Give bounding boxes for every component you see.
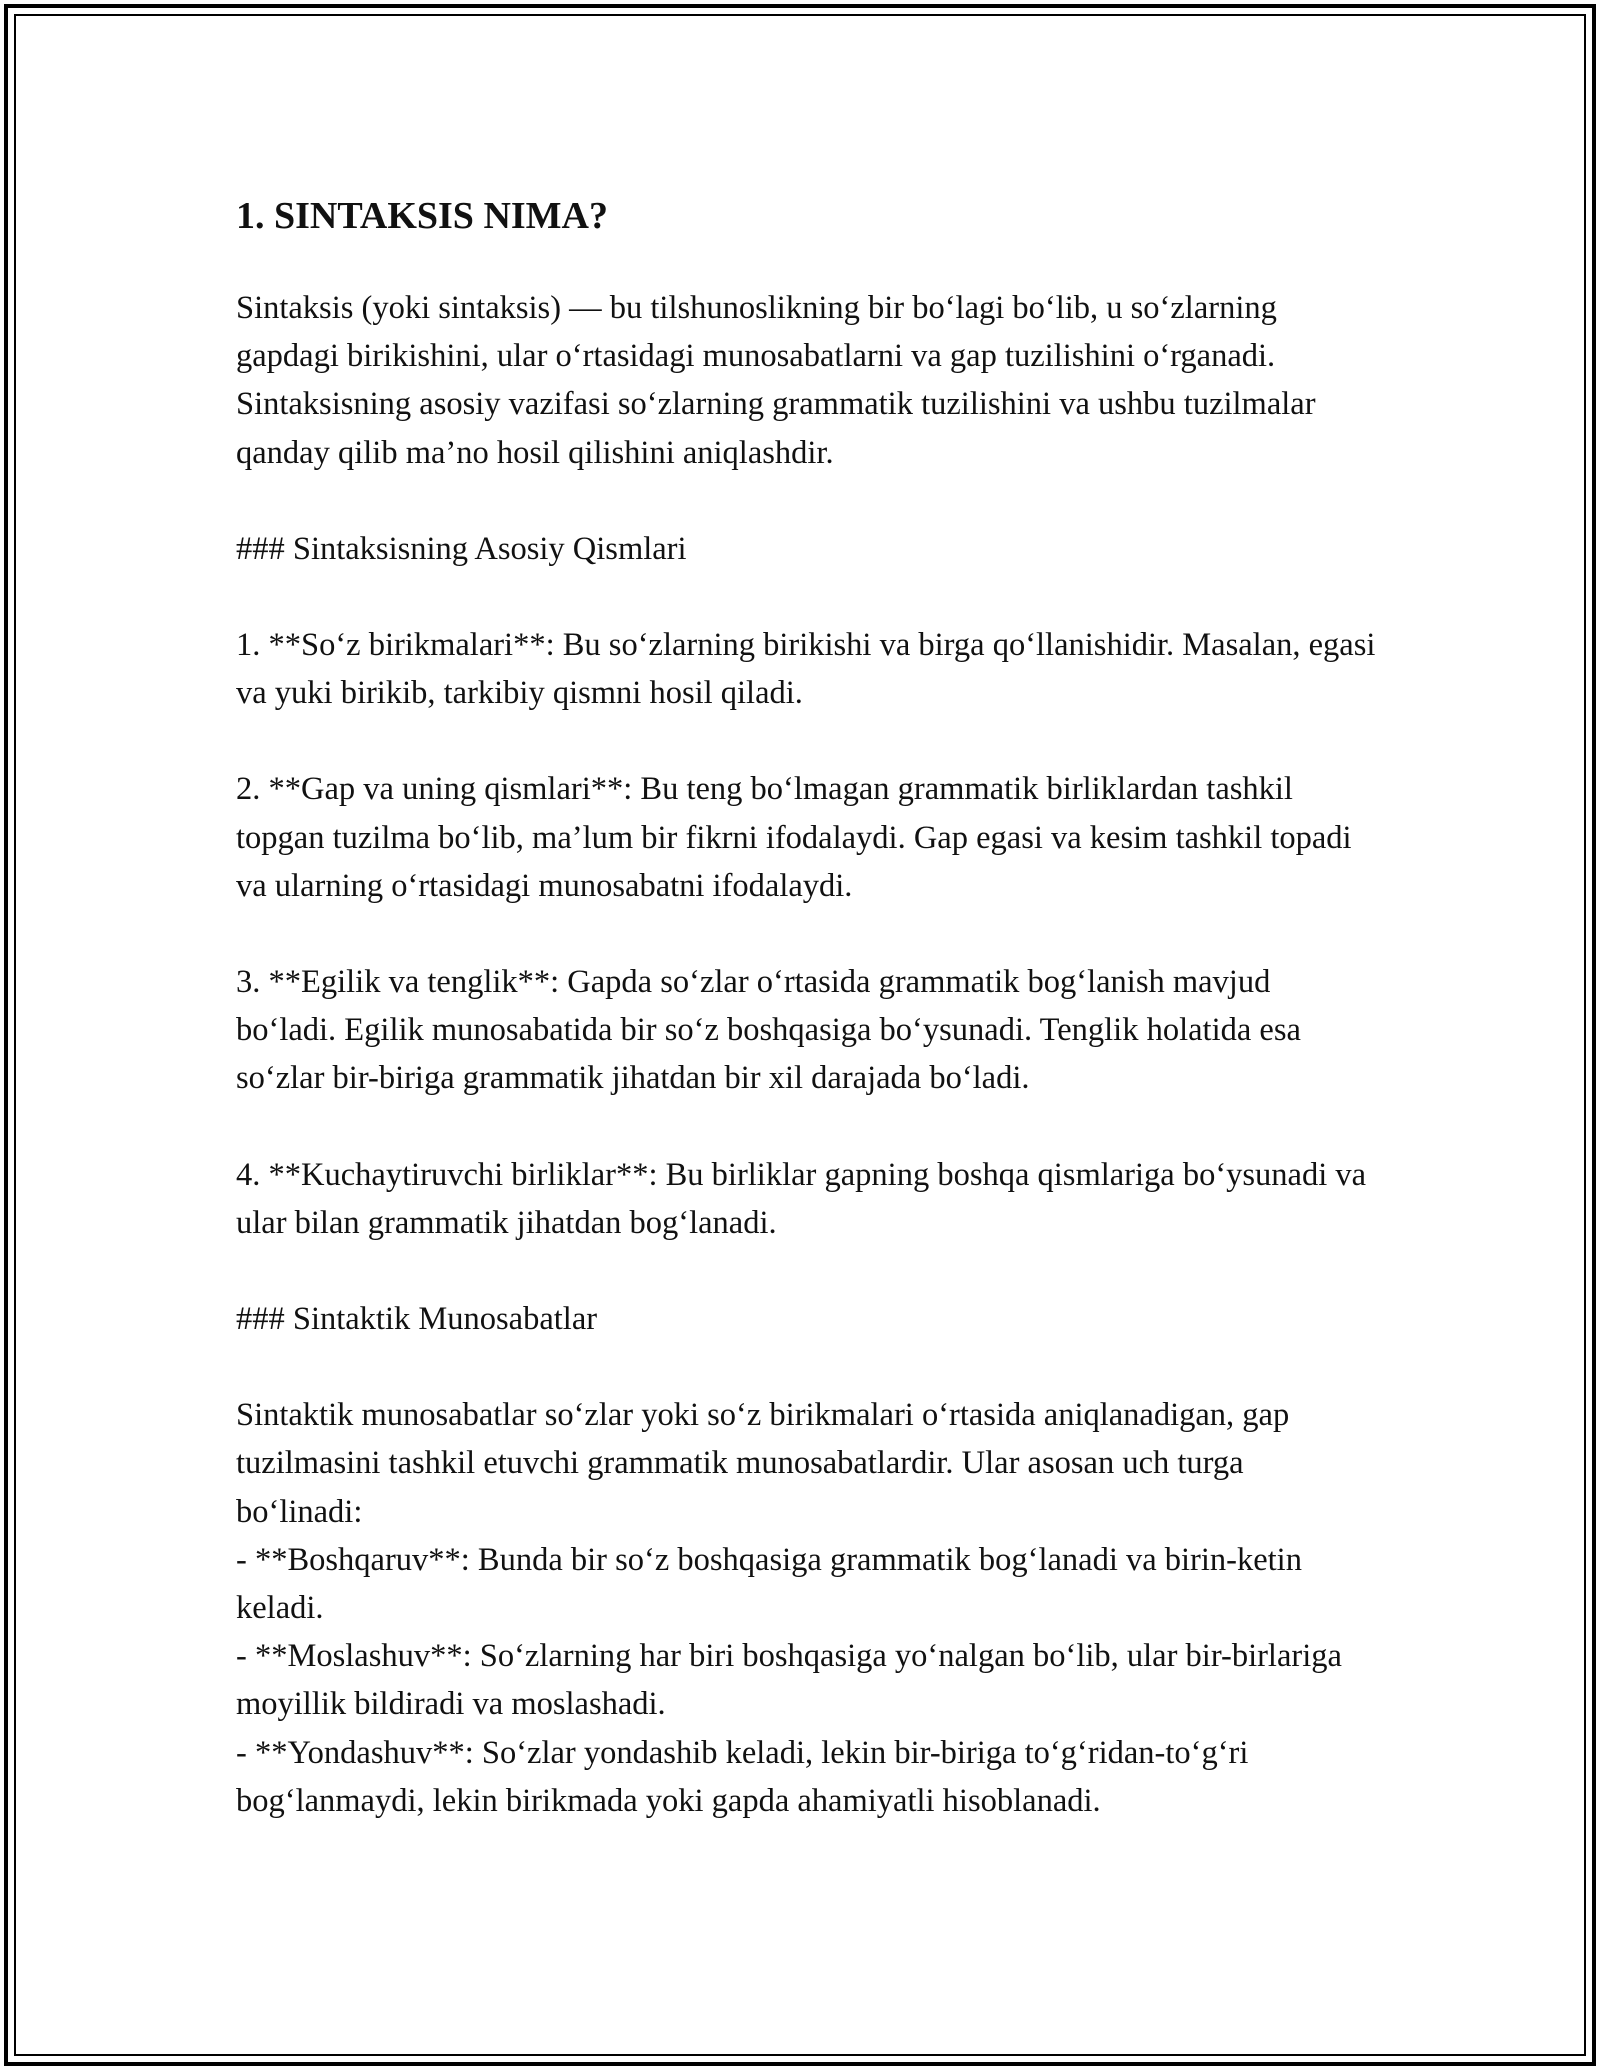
munosabatlar-paragraph: [236, 1391, 1376, 1825]
list-item-gap-qismlari: [236, 765, 1376, 910]
list-item-kuchaytiruvchi: [236, 1151, 1376, 1247]
document-title: 1. SINTAKSIS NIMA?: [236, 195, 608, 237]
munosabatlar-intro: Sintaktik munosabatlar soʻzlar yoki soʻz birikmalari oʻrtasida aniqlanadigan, gap tuzilmasini tashkil etuvchi grammatik munosabatlardir. Ular asosan uch turga boʻlinadi:: [236, 1397, 1290, 1530]
relation-yondashuv: - **Yondashuv**: Soʻzlar yondashib keladi, lekin bir-biriga toʻgʻridan-toʻgʻri bogʻlanmaydi, lekin birikmada yoki gapda ahamiyatli hisoblanadi.: [236, 1734, 1249, 1819]
document-body: [236, 186, 1376, 1873]
list-item-text: 1. **Soʻz birikmalari**: Bu soʻzlarning birikishi va birga qoʻllanishidir. Masalan, egasi va yuki birikib, tarkibiy qismni hosil qiladi.: [236, 627, 1376, 712]
list-item-egilik-tenglik: [236, 958, 1376, 1103]
intro-text: Sintaksis (yoki sintaksis) — bu tilshunoslikning bir boʻlagi boʻlib, u soʻzlarning gapdagi birikishini, ular oʻrtasidagi munosabatlarni va gap tuzilishini oʻrganadi. Sintaksisning asosiy vazifasi soʻzlarning grammatik tuzilishini va ushbu tuzilmalar qanday qilib ma’no hosil qilishini aniqlashdir.: [236, 290, 1316, 471]
list-item-text: 4. **Kuchaytiruvchi birliklar**: Bu birliklar gapning boshqa qismlariga boʻysunadi va ular bilan grammatik jihatdan bogʻlanadi.: [236, 1156, 1367, 1241]
list-item-text: 2. **Gap va uning qismlari**: Bu teng boʻlmagan grammatik birliklardan tashkil topgan tuzilma boʻlib, ma’lum bir fikrni ifodalaydi. Gap egasi va kesim tashkil topadi va ularning oʻrtasidagi munosabatni ifodalaydi.: [236, 771, 1352, 904]
relation-boshqaruv: - **Boshqaruv**: Bunda bir soʻz boshqasiga grammatik bogʻlanadi va birin-ketin keladi.: [236, 1541, 1302, 1627]
section-heading-asosiy-qismlari: [236, 525, 1376, 573]
section-heading-text: ### Sintaksisning Asosiy Qismlari: [236, 530, 687, 567]
list-item-text: 3. **Egilik va tenglik**: Gapda soʻzlar oʻrtasida grammatik bogʻlanish mavjud boʻladi. Egilik munosabatida bir soʻz boshqasiga boʻysunadi. Tenglik holatida esa soʻzlar bir-biriga grammatik jihatdan bir xil darajada boʻladi.: [236, 964, 1301, 1097]
relation-moslashuv: - **Moslashuv**: Soʻzlarning har biri boshqasiga yoʻnalgan boʻlib, ular bir-birlariga moyillik bildiradi va moslashadi.: [236, 1638, 1342, 1723]
intro-paragraph: [236, 284, 1376, 477]
section-heading-text: ### Sintaktik Munosabatlar: [236, 1301, 598, 1338]
list-item-soz-birikmalari: [236, 621, 1376, 717]
section-heading-munosabatlar: [236, 1295, 1376, 1343]
